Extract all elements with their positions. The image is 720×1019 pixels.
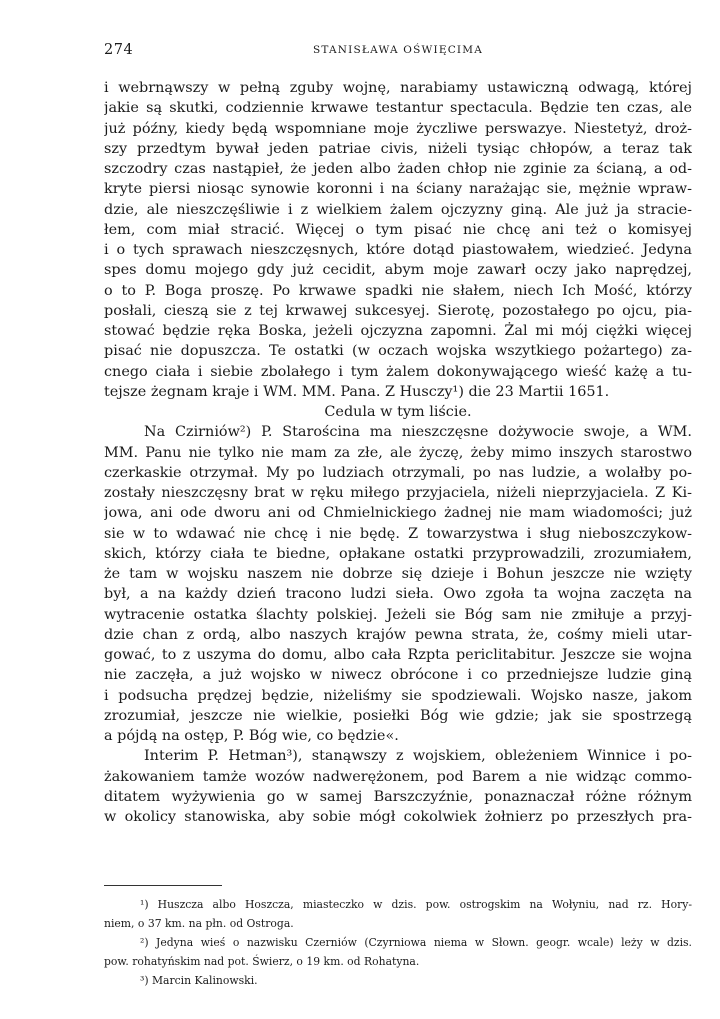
body-text — [104, 78, 692, 827]
text-line: kryte piersi niosąc synowie koronni i na ściany narażając sie, mężnie wpraw- — [104, 181, 692, 198]
text-line: łem, com miał stracić. Więcej o tym pisać nie chcę ani też o komisyej — [104, 221, 692, 238]
text-line: żakowaniem tamże wozów nadwerężonem, pod Barem a nie widząc commo- — [104, 768, 692, 785]
page-number: 274 — [104, 42, 134, 58]
text-line: i webrnąwszy w pełną zguby wojnę, narabiamy ustawiczną odwagą, której — [104, 80, 692, 96]
text-line: zostały nieszczęsny brat w ręku miłego przyjaciela, niżeli nieprzyjaciela. Z Ki- — [104, 485, 692, 501]
text-line: w okolicy stanowiska, aby sobie mógł cokolwiek żołnierz po przeszłych pra- — [104, 809, 692, 825]
text-line: spes domu mojego gdy już cecidit, abym moje zawarł oczy jako naprędzej, — [104, 262, 692, 279]
text-line: gować, to z uszyma do domu, albo cała Rzpta periclitabitur. Jeszcze sie wojna — [104, 647, 692, 663]
footnote-line: niem, o 37 km. na płn. od Ostroga. — [104, 917, 294, 930]
text-line: i o tych sprawach nieszczęsnych, które dotąd piastowałem, wiedzieć. Jedyna — [104, 242, 692, 258]
text-line: skich, którzy ciała te biedne, opłakane ostatki przyprowadzili, zrozumiałem, — [104, 545, 692, 562]
text-line: był, a na każdy dzień tracono ludzi sieła. Owo zgoła ta wojna zaczęta na — [104, 586, 692, 603]
text-line: wytracenie ostatka ślachty polskiej. Jeżeli sie Bóg sam nie zmiłuje a przyj- — [104, 606, 692, 623]
text-line: Interim P. Hetman³), stanąwszy z wojskiem, obleżeniem Winnice i po- — [144, 748, 692, 765]
footnote-line: pow. rohatyńskim nad pot. Świerz, o 19 km. od Rohatyna. — [104, 955, 420, 968]
text-line: i podsucha prędzej będzie, niżeliśmy sie spodziewali. Wojsko nasze, jakom — [104, 687, 692, 704]
text-line: czerkaskie otrzymał. My po ludziach otrzymali, po nas ludzie, a wolałby po- — [104, 464, 692, 481]
footnote-line: ²) Jedyna wieś o nazwisku Czerniów (Czyrniowa niema w Słown. geogr. wcale) leży w dzis. — [140, 936, 692, 949]
footnote-line: ³) Marcin Kalinowski. — [140, 974, 258, 987]
text-line: Na Czirniów²) P. Starościna ma nieszczęsne dożywocie swoje, a WM. — [144, 424, 692, 441]
text-line: już późny, kiedy będą wspomniane moje życzliwe perswazye. Niestetyż, droż- — [104, 120, 692, 137]
text-line: ditatem wyżywienia go w samej Barszczyźnie, ponaznaczał różne różnym — [104, 788, 692, 805]
text-line: szczodry czas nastąpieł, że jeden albo żaden chłop nie zginie za ścianą, a od- — [104, 161, 692, 177]
text-line: jakie są skutki, codziennie krwawe testantur spectacula. Będzie ten czas, ale — [104, 100, 692, 117]
text-line: cnego ciała i siebie zbolałego i tym żalem dokonywającego wieść każę a tu- — [104, 363, 692, 380]
text-line: dzie chan z ordą, albo naszych krajów pewna strata, że, cośmy mieli utar- — [104, 626, 692, 643]
footnote-divider — [104, 885, 222, 886]
text-line: tejsze żegnam kraje i WM. MM. Pana. Z Husczy¹) die 23 Martii 1651. — [104, 383, 610, 400]
text-line: a pójdą na ostęp, P. Bóg wie, co będzie«. — [104, 728, 399, 744]
footnotes — [104, 895, 692, 990]
text-line: zrozumiał, jeszcze nie wielkie, posiełki Bóg wie gdzie; jak sie spostrzegą — [104, 707, 692, 724]
text-line: jowa, ani ode dworu ani od Chmielnickiego żadnej nie mam wiadomości; już — [104, 505, 692, 522]
text-line: nie zaczęła, a już wojsko w niwecz obrócone i co przedniejsze ludzie giną — [104, 667, 692, 684]
text-line: pisać nie dopuszcza. Te ostatki (w oczach wojska wszytkiego pożartego) za- — [104, 343, 692, 360]
text-line: że tam w wojsku naszem nie dobrze się dzieje i Bohun jeszcze nie wzięty — [104, 566, 692, 582]
running-title: STANISŁAWA OŚWIĘCIMA — [312, 44, 484, 56]
text-line: szy przedtym bywał jeden patriae civis, niżeli tysiąc chłopów, a teraz tak — [104, 140, 692, 157]
section-heading: Cedula w tym liście. — [324, 404, 472, 420]
text-line: posłali, cieszą sie z tej krwawej sukcesyej. Sierotę, pozostałego po ojcu, pia- — [104, 302, 692, 319]
text-line: MM. Panu nie tylko nie mam za złe, ale życzę, żeby mimo inszych starostwo — [104, 444, 692, 461]
text-line: sie w to wdawać nie chcę i nie będę. Z towarzystwa i sług nieboszczykow- — [104, 525, 692, 542]
text-line: stować będzie ręka Boska, jeżeli ojczyzna zapomni. Żal mi mój ciężki więcej — [104, 323, 692, 339]
text-line: dzie, ale nieszczęśliwie i z wielkiem żalem ojczyzny giną. Ale już ja stracie- — [104, 201, 692, 218]
footnote-line: ¹) Huszcza albo Hoszcza, miasteczko w dzis. pow. ostrogskim na Wołyniu, nad rz. Hory- — [140, 898, 692, 911]
page-header — [104, 42, 692, 62]
text-line: o to P. Boga proszę. Po krwawe spadki nie słałem, niech Ich Mość, którzy — [104, 282, 692, 299]
